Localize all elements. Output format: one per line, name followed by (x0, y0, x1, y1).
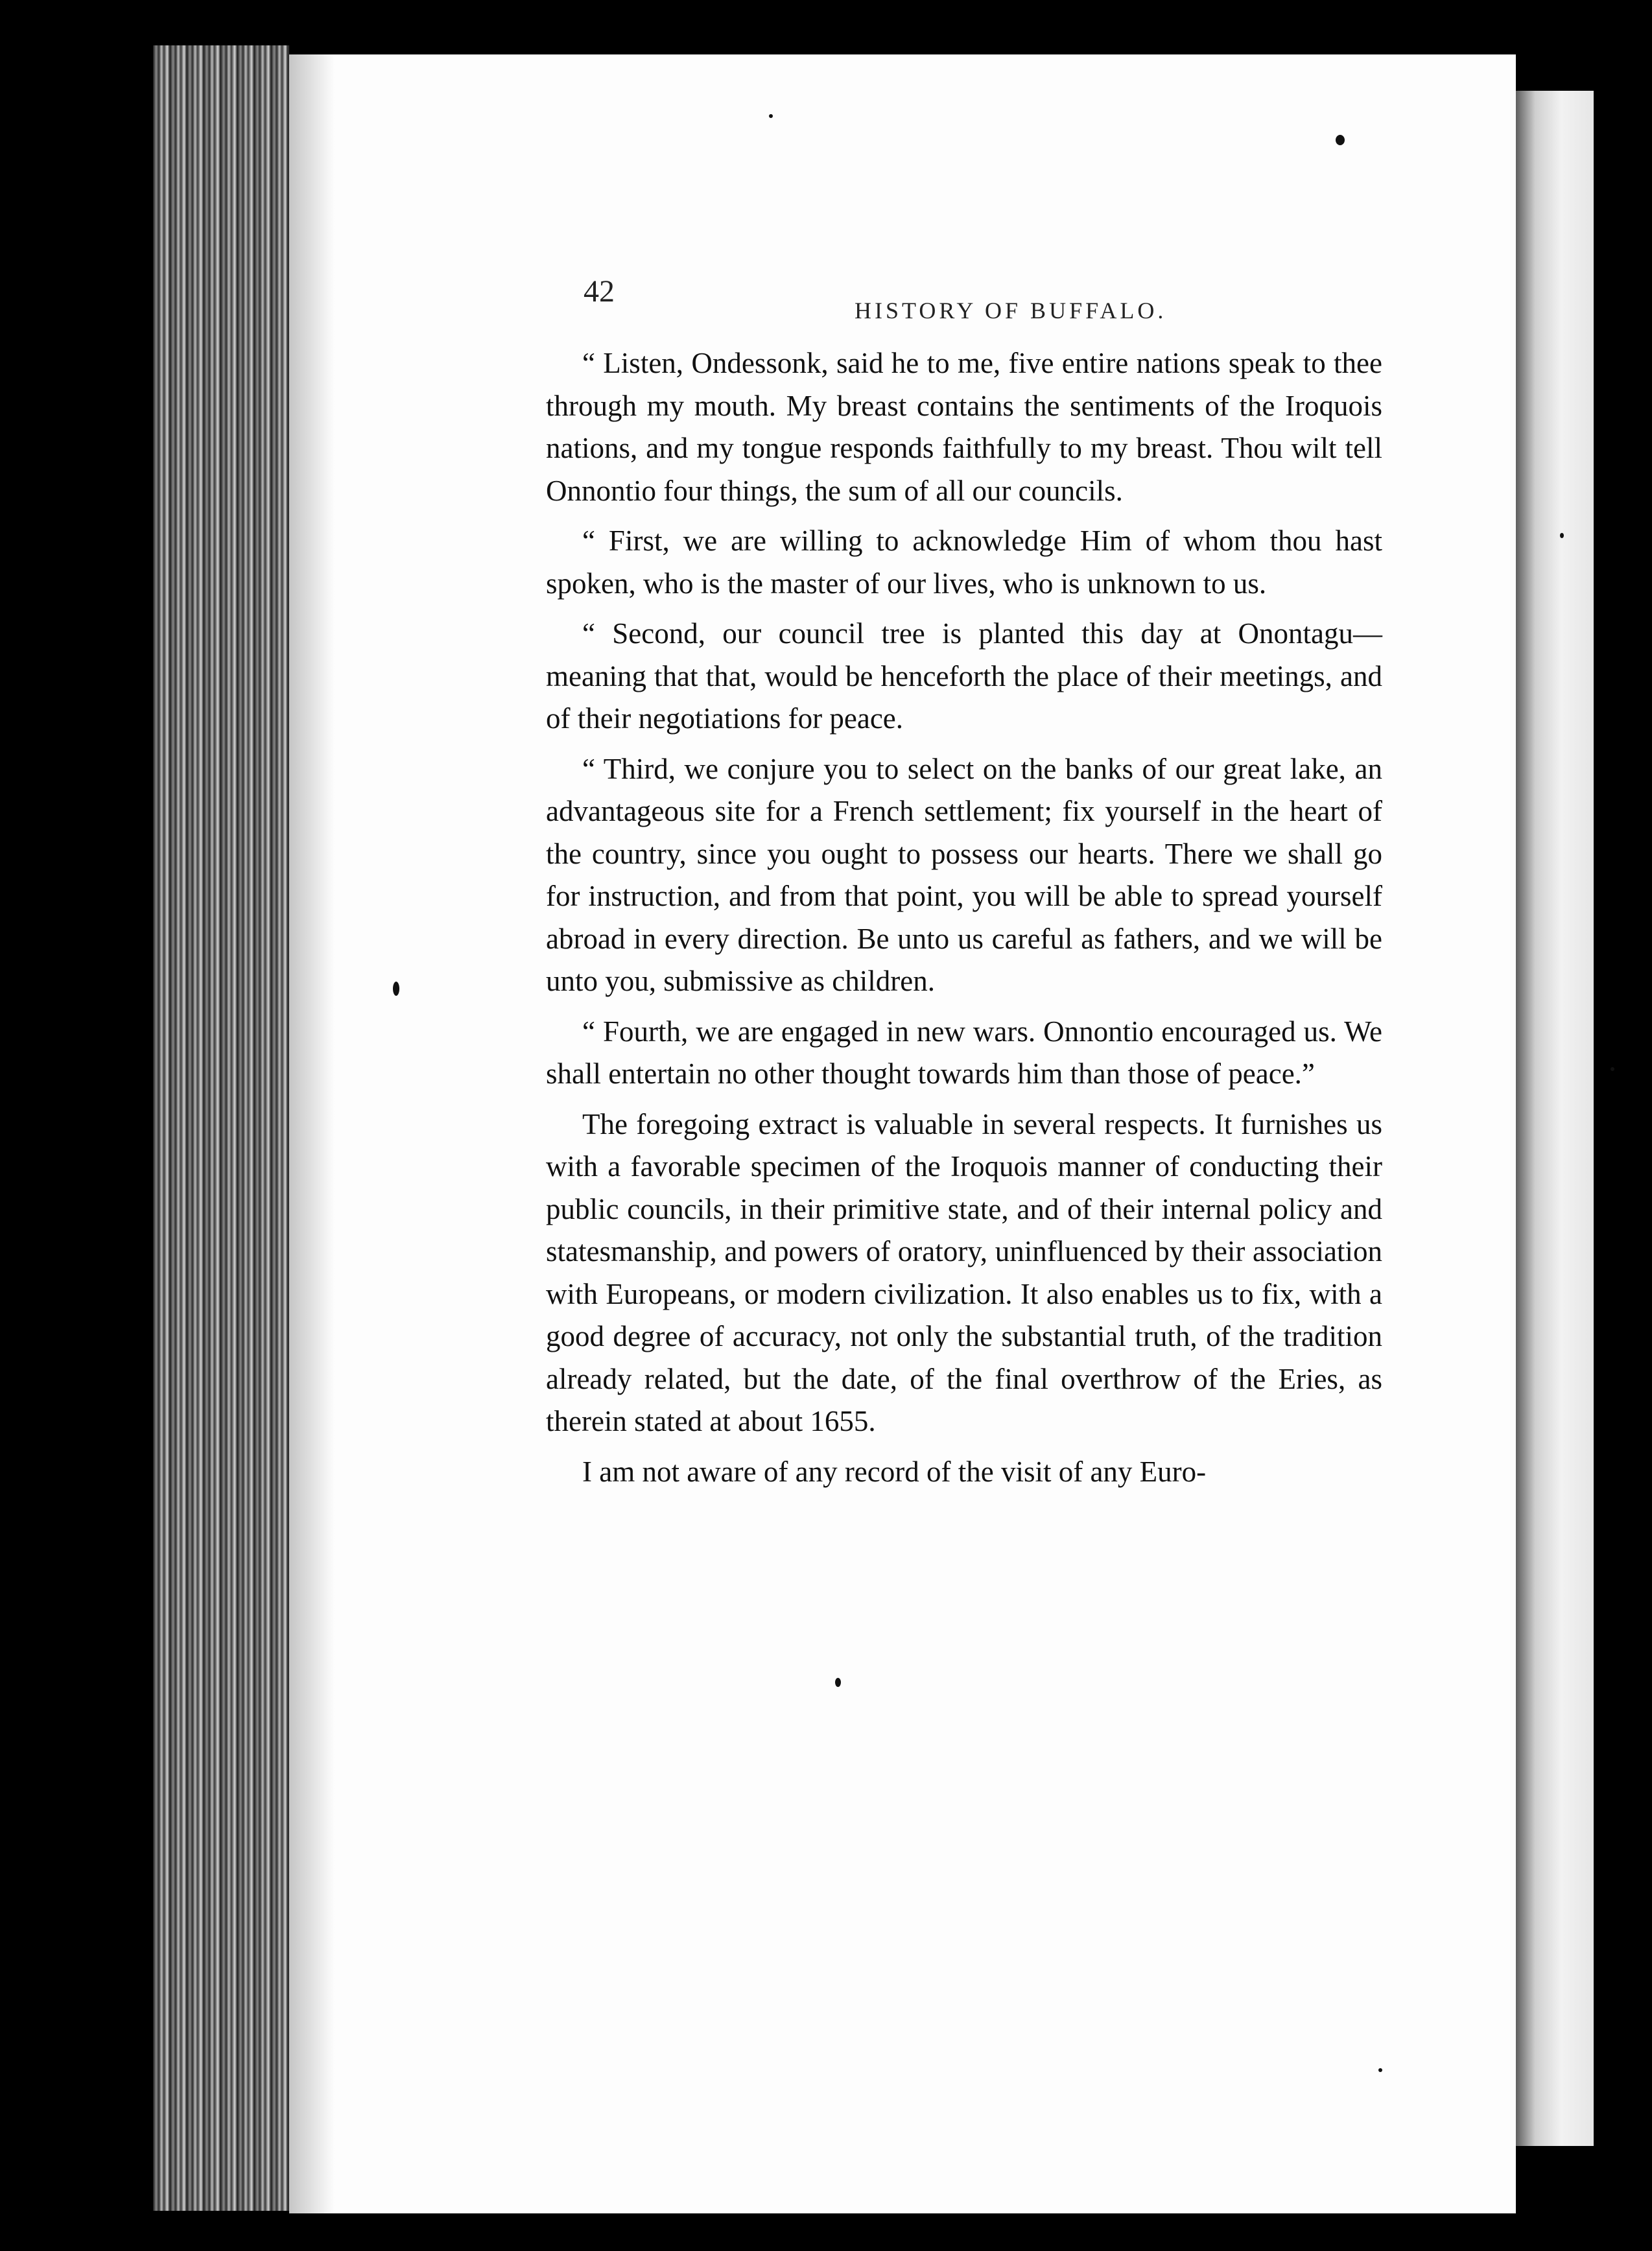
facing-page-edge (1516, 91, 1594, 2146)
ink-speck (393, 982, 399, 996)
ink-speck (769, 114, 773, 118)
paragraph-foregoing-extract: The foregoing extract is valuable in several respects. It furnishes us with a favorable specimen of the Iroquois manner of conducting their public councils, in their primitive state, and of their internal policy and statesmanship, and powers of oratory, uninfluenced by their association with Europeans, or modern civilization. It also enables us to fix, with a good degree of accuracy, not only the substantial truth, of the tradition already related, but the date, of the final overthrow of the Eries, as therein stated at about 1655. (546, 1107, 1382, 1437)
ink-speck (835, 1678, 841, 1687)
paragraph-first: “ First, we are willing to acknowledge Him of whom thou hast spoken, who is the master of our lives, who is unknown to us. (546, 524, 1382, 600)
paragraph-fourth: “ Fourth, we are engaged in new wars. Onnontio encouraged us. We shall entertain no other thought towards him than those of peace.” (546, 1015, 1382, 1090)
ink-speck (1611, 1067, 1614, 1071)
ink-speck (1378, 2068, 1382, 2072)
paragraph-second: “ Second, our council tree is planted this day at Onontagu—meaning that that, would be henceforth the place of their meetings, and of their negotiations for peace. (546, 617, 1382, 735)
paragraph-third: “ Third, we conjure you to select on the banks of our great lake, an advantageous site for a French settlement; fix yourself in the heart of the country, since you ought to possess our hearts. There we shall go for instruction, and from that point, you will be able to spread yourself abroad in every direction. Be unto us careful as fathers, and we will be unto you, submissive as children. (546, 752, 1382, 997)
ink-speck (1560, 533, 1564, 538)
book-page-edges (153, 45, 289, 2211)
page-number: 42 (584, 274, 615, 309)
body-text (546, 342, 1382, 1493)
paragraph-not-aware: I am not aware of any record of the visit of any Euro- (582, 1455, 1207, 1488)
running-head-title: HISTORY OF BUFFALO. (855, 298, 1167, 324)
paragraph-listen: “ Listen, Ondessonk, said he to me, five entire nations speak to thee through my mouth. My breast contains the sentiments of the Iroquois nations, and my tongue responds faithfully to my breast. Thou wilt tell Onnontio four things, the sum of all our councils. (546, 347, 1382, 507)
ink-speck (1336, 135, 1345, 145)
gutter-shadow (289, 54, 335, 2213)
